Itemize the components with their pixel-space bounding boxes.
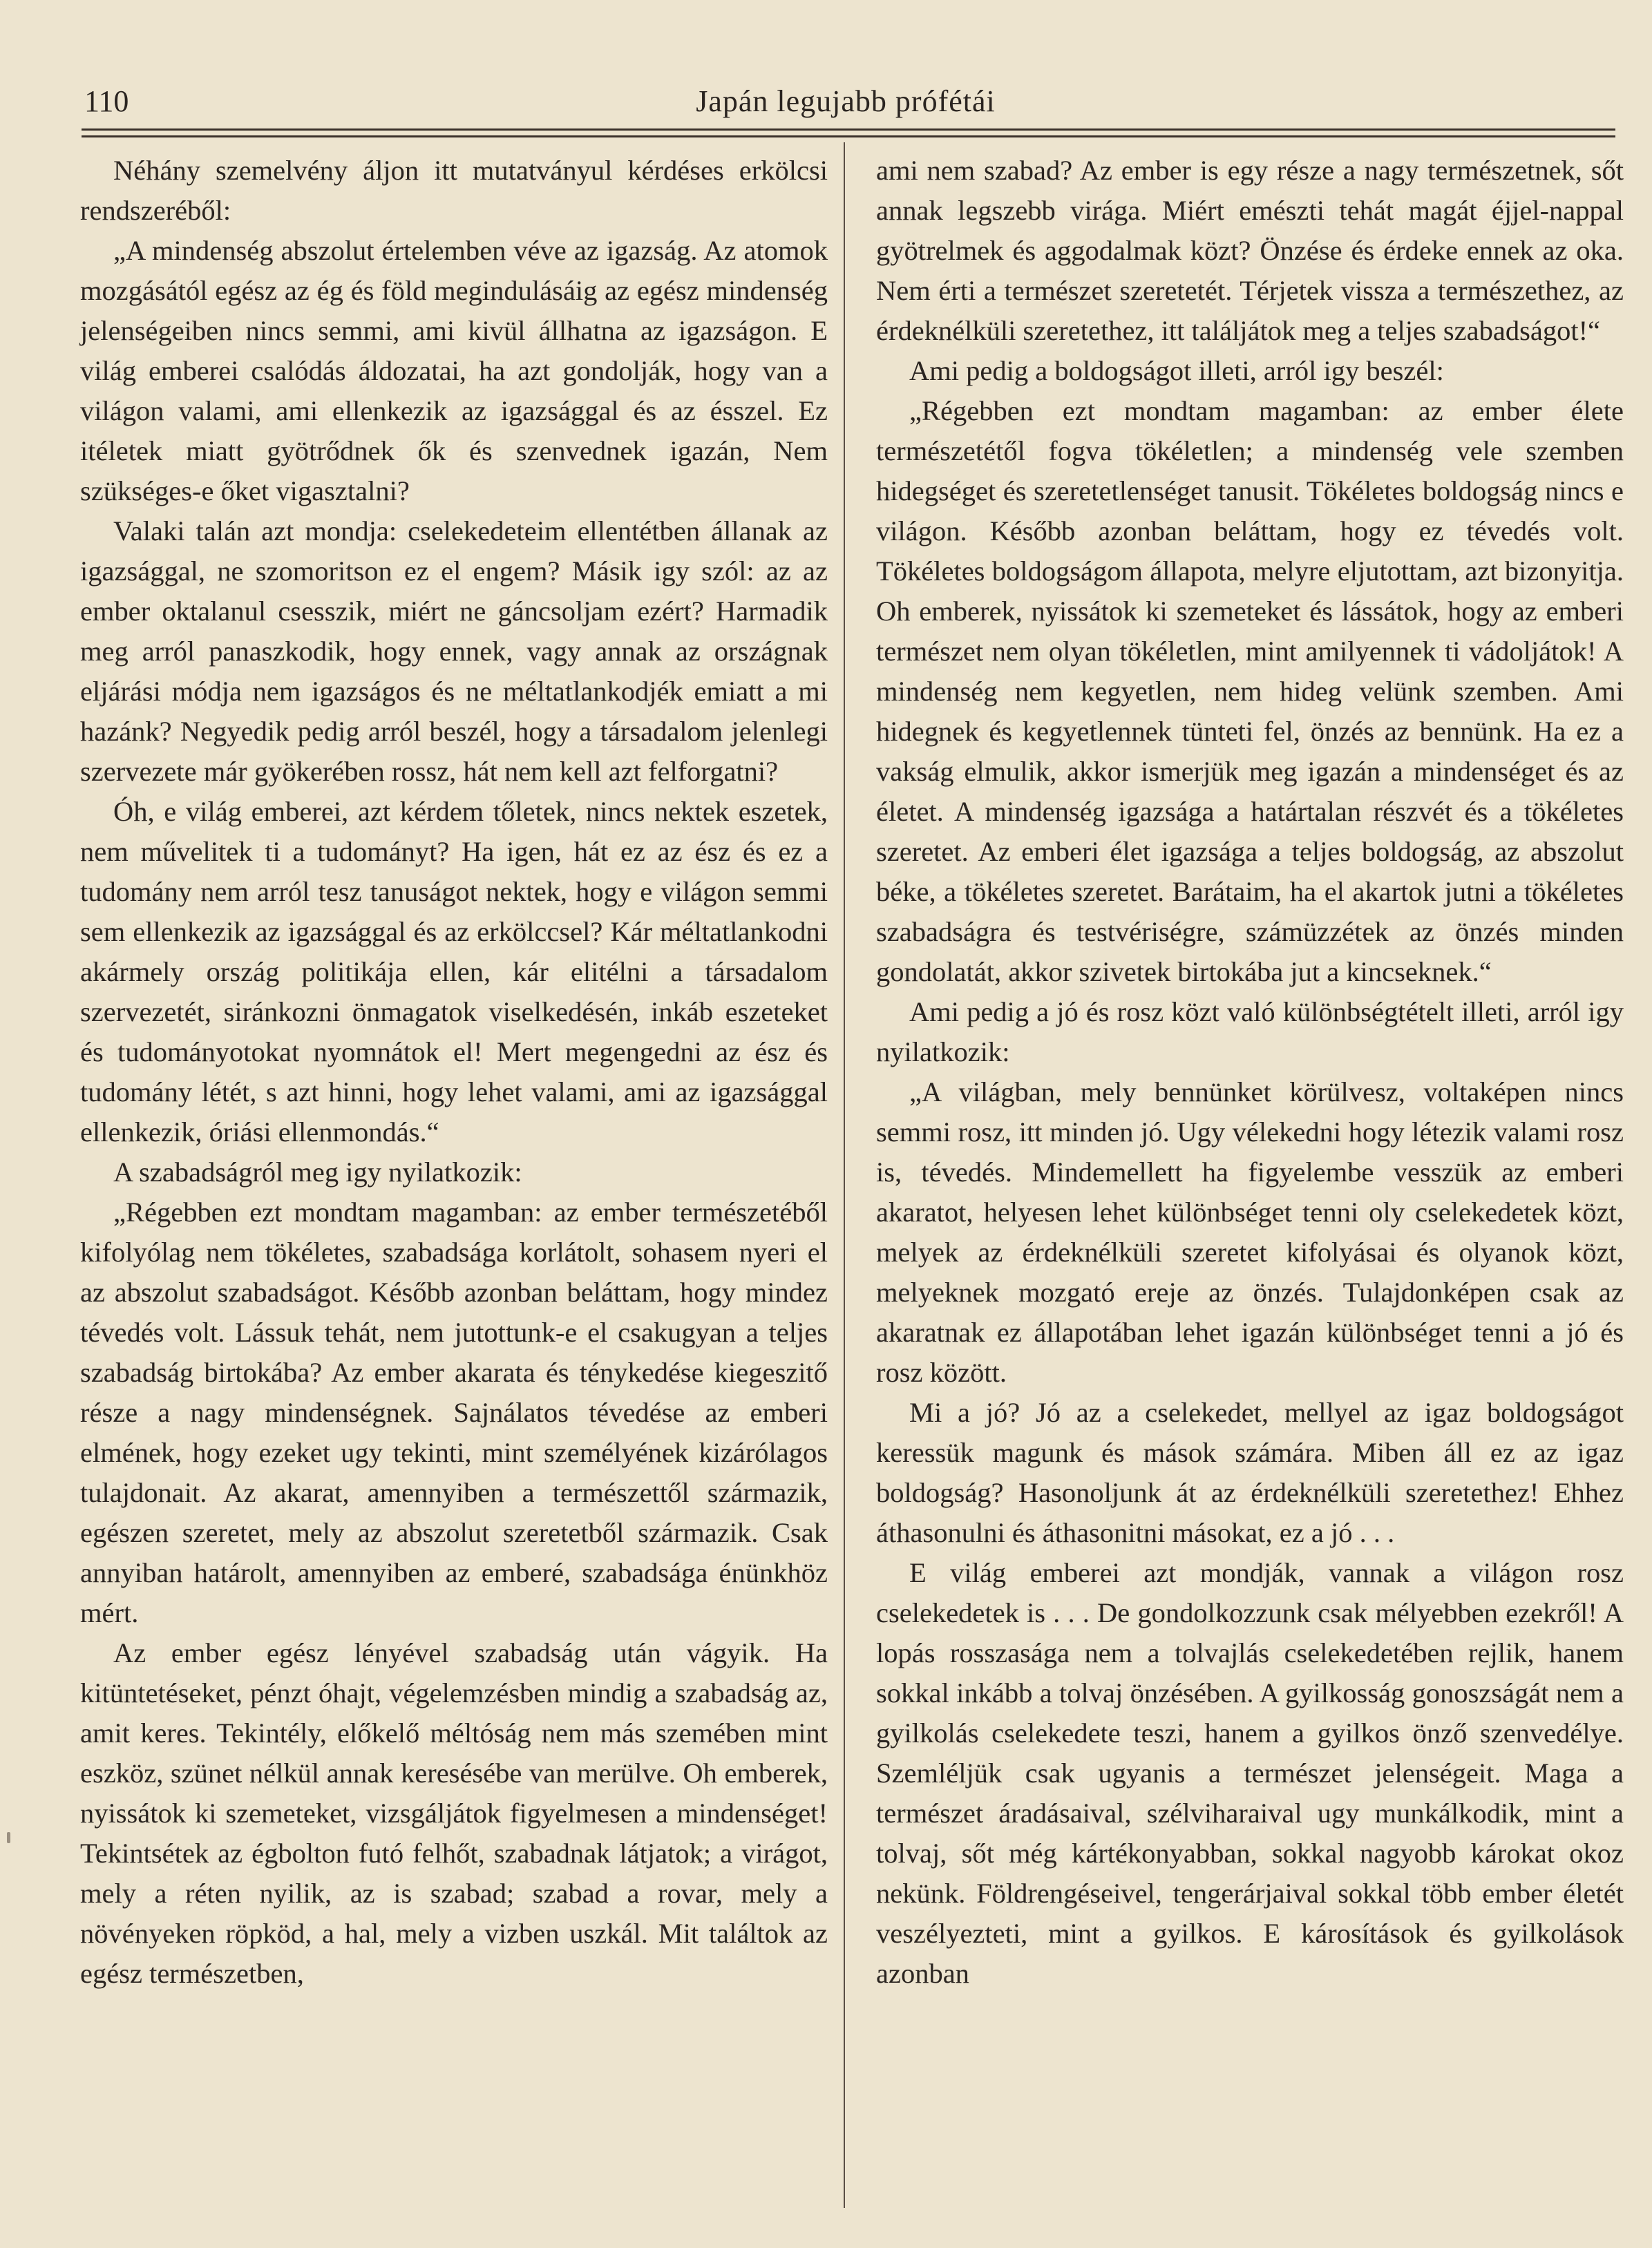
paragraph: Ami pedig a jó és rosz közt való különbségtételt illeti, arról igy nyilatkozik: xyxy=(876,996,1624,1067)
paragraph: Az ember egész lényével szabadság után vágyik. Ha kitüntetéseket, pénzt óhajt, végelemzésben mindig a szabadság az, amit keres. Tekintély, előkelő méltóság nem más szemében mint eszköz, szünet nélkül annak keresésébe van merülve. Oh emberek, nyissátok ki szemeteket, vizsgáljátok figyelmesen a mindenséget! Tekintsétek az égbolton futó felhőt, szabadnak látjatok; a virágot, mely a réten nyilik, az is szabad; szabad a rovar, mely a növényeken röpköd, a hal, mely a vizben uszkál. Mit találtok az egész természetben, xyxy=(80,1637,828,1989)
paragraph: „A világban, mely bennünket körülvesz, voltaképen nincs semmi rosz, itt minden jó. Ugy vélekedni hogy létezik valami rosz is, tévedés. Mindemellett ha figyelembe vesszük az emberi akaratot, helyesen lehet különbséget tenni oly cselekedetek közt, melyek az érdeknélküli szeretet kifolyásai és olyanok közt, melyeknek mozgató ereje az önzés. Tulajdonképen csak az akaratnak ez állapotában lehet igazán különbséget tenni a jó és rosz között. xyxy=(876,1076,1624,1388)
page-header xyxy=(75,77,1617,126)
page-number: 110 xyxy=(84,84,129,118)
paragraph: Mi a jó? Jó az a cselekedet, mellyel az igaz boldogságot keressük magunk és mások számára. Miben áll ez az igaz boldogság? Hasonoljunk át az érdeknélküli szeretethez! Ehhez áthasonulni és áthasonitni másokat, ez a jó . . . xyxy=(876,1397,1624,1548)
paragraph: E világ emberei azt mondják, vannak a világon rosz cselekedetek is . . . De gondolkozzunk csak mélyebben ezekről! A lopás rosszasága nem a tolvajlás cselekedetében rejlik, hanem sokkal inkább a tolvaj önzésében. A gyilkosság gonoszságát nem a gyilkolás cselekedete teszi, hanem a gyilkos önző szenvedélye. Szemléljük csak ugyanis a természet jelenségeit. Maga a természet áradásaival, szélviharaival ugy munkálkodik, mint a tolvaj, sőt még kártékonyabban, sokkal nagyobb károkat okoz nekünk. Földrengéseivel, tengerárjaival sokkal több ember életét veszélyezteti, mint a gyilkos. E károsítások és gyilkolások azonban xyxy=(876,1557,1624,1989)
left-column xyxy=(80,151,828,1994)
margin-mark xyxy=(7,1832,10,1843)
column-divider xyxy=(844,142,845,2208)
running-title: Japán legujabb prófétái xyxy=(696,84,996,118)
paragraph: „A mindenség abszolut értelemben véve az igazság. Az atomok mozgásától egész az ég és föld megindulásáig az egész mindenség jelenségeiben nincs semmi, ami kivül állhatna az igazságon. E világ emberei csalódás áldozatai, ha azt gondolják, hogy van a világon valami, ami ellenkezik az igazsággal és az ésszel. Ez itéletek miatt gyötrődnek ők és szenvednek igazán, Nem szükséges-e őket vigasztalni? xyxy=(80,235,828,506)
paragraph: „Régebben ezt mondtam magamban: az ember természetéből kifolyólag nem tökéletes, szabadsága korlátolt, sohasem nyeri el az abszolut szabadságot. Később azonban beláttam, hogy mindez tévedés volt. Lássuk tehát, nem jutottunk-e el csakugyan a teljes szabadság birtokába? Az ember akarata és ténykedése kiegeszitő része a nagy mindenségnek. Sajnálatos tévedése az emberi elmének, hogy ezeket ugy tekinti, mint személyének kizárólagos tulajdonait. Az akarat, amennyiben a természettől származik, egészen szeretet, mely az abszolut szeretetből származik. Csak annyiban határolt, amennyiben az emberé, szabadsága énünkhöz mért. xyxy=(80,1197,828,1628)
paragraph: Néhány szemelvény áljon itt mutatványul kérdéses erkölcsi rendszeréből: xyxy=(80,155,828,226)
paragraph: „Régebben ezt mondtam magamban: az ember élete természetétől fogva tökéletlen; a mindenség vele szemben hidegséget és szeretetlenséget tanusit. Tökéletes boldogság nincs e világon. Később azonban beláttam, hogy ez tévedés volt. Tökéletes boldogságom állapota, melyre eljutottam, azt bizonyitja. Oh emberek, nyissátok ki szemeteket és lássátok, hogy az emberi természet nem olyan tökéletlen, mint amilyennek ti vádoljátok! A mindenség nem kegyetlen, nem hideg velünk szemben. Ami hidegnek és kegyetlennek tünteti fel, önzés az bennünk. Ha ez a vakság elmulik, akkor ismerjük meg igazán a mindenséget és az életet. A mindenség igazsága a határtalan részvét és a tökéletes szeretet. Az emberi élet igazsága a teljes boldogság, az abszolut béke, a tökéletes szeretet. Barátaim, ha el akartok jutni a tökéletes szabadságra és testvériségre, számüzzétek az önzés minden gondolatát, akkor szivetek birtokába jut a kincseknek.“ xyxy=(876,395,1624,987)
paragraph: ami nem szabad? Az ember is egy része a nagy természetnek, sőt annak legszebb virága. Miért emészti tehát magát éjjel-nappal gyötrelmek és aggodalmak közt? Önzése és érdeke ennek az oka. Nem érti a természet szeretetét. Térjetek vissza a természethez, az érdeknélküli szeretethez, itt találjátok meg a teljes szabadságot!“ xyxy=(876,155,1624,346)
header-rule-bottom xyxy=(82,135,1615,137)
right-column xyxy=(876,151,1624,1994)
header-rule-top xyxy=(82,128,1615,131)
paragraph: Óh, e világ emberei, azt kérdem tőletek, nincs nektek eszetek, nem művelitek ti a tudományt? Ha igen, hát ez az ész és ez a tudomány nem arról tesz tanuságot nektek, hogy e világon semmi sem ellenkezik az igazsággal és az erkölccsel? Kár méltatlankodni akármely ország politikája ellen, kár elitélni a társadalom szervezetét, siránkozni önmagatok viselkedésén, inkáb eszeteket és tudományotokat nyomnátok el! Mert megengedni az ész és tudomány létét, s azt hinni, hogy lehet valami, ami az igazsággal ellenkezik, óriási ellenmondás.“ xyxy=(80,796,828,1147)
paragraph: A szabadságról meg igy nyilatkozik: xyxy=(113,1156,522,1188)
paragraph: Valaki talán azt mondja: cselekedeteim ellentétben állanak az igazsággal, ne szomoritson ez el engem? Másik igy szól: az az ember oktalanul csesszik, miért ne gáncsoljam ezért? Harmadik meg arról panaszkodik, hogy ennek, vagy annak az országnak eljárási módja nem igazságos és ne méltatlankodjék emiatt a mi hazánk? Negyedik pedig arról beszél, hogy a társadalom jelenlegi szervezete már gyökerében rossz, hát nem kell azt felforgatni? xyxy=(80,515,828,787)
paragraph: Ami pedig a boldogságot illeti, arról igy beszél: xyxy=(909,355,1444,386)
